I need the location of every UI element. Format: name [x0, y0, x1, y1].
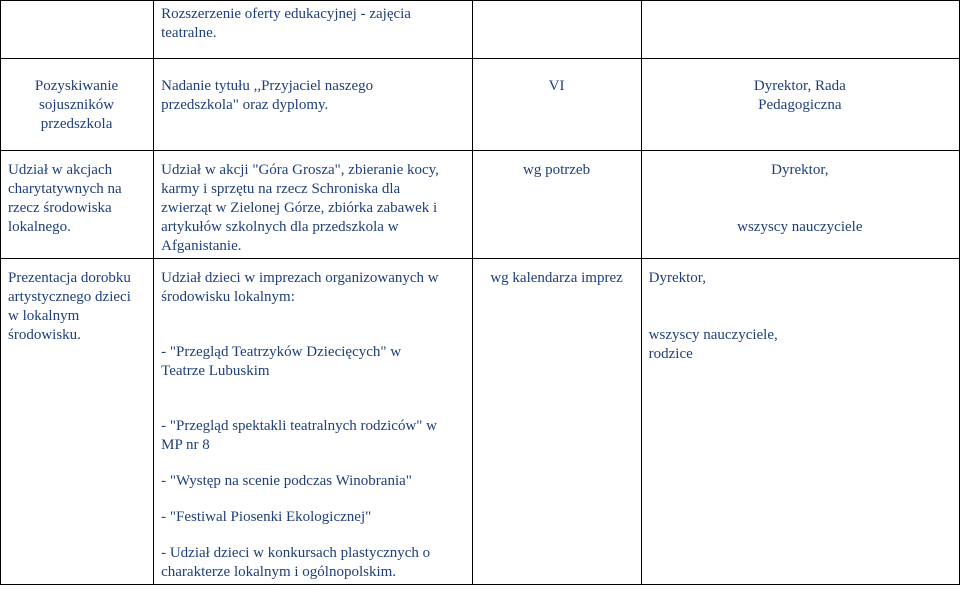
action-cell	[154, 151, 473, 259]
responsible-cell	[641, 151, 959, 259]
table-row	[1, 259, 960, 585]
action-cell	[154, 59, 473, 151]
goal-text-line: w lokalnym	[8, 308, 80, 324]
term-text: VI	[548, 78, 565, 94]
goal-text-line: Prezentacja dorobku	[8, 270, 131, 286]
list-item: - Udział dzieci w konkursach plastycznych o	[161, 545, 431, 561]
goal-cell	[1, 59, 154, 151]
goal-text-line: sojuszników	[39, 97, 115, 113]
list-item: Teatrze Lubuskim	[161, 363, 270, 379]
action-text-line: artykułów szkolnych dla przedszkola w	[161, 219, 399, 235]
responsible-text-line: wszyscy nauczyciele,	[648, 327, 778, 343]
list-item: - "Przegląd spektakli teatralnych rodziców" w	[161, 418, 438, 434]
goal-text-line: Pozyskiwanie	[34, 78, 119, 94]
action-text-line: Afganistanie.	[161, 238, 242, 254]
list-item: - "Przegląd Teatrzyków Dziecięcych" w	[161, 344, 402, 360]
list-item: MP nr 8	[161, 437, 210, 453]
responsible-text-line: wszyscy nauczyciele	[737, 219, 863, 235]
action-text-line: Nadanie tytułu ,,Przyjaciel naszego	[161, 78, 374, 94]
goal-cell	[1, 1, 154, 59]
term-text: wg kalendarza imprez	[490, 270, 623, 286]
goal-text-line: Udział w akcjach	[8, 162, 113, 178]
action-text-line: Udział w akcji "Góra Grosza", zbieranie kocy,	[161, 162, 439, 178]
goal-text-line: przedszkola	[40, 116, 113, 132]
action-text-line: przedszkola" oraz dyplomy.	[161, 97, 329, 113]
list-item: - "Festiwal Piosenki Ekologicznej"	[161, 509, 372, 525]
term-cell	[473, 59, 641, 151]
goal-cell	[1, 259, 154, 585]
term-cell	[473, 1, 641, 59]
term-text: wg potrzeb	[523, 162, 591, 178]
action-text-line: teatralne.	[161, 25, 217, 41]
responsible-cell	[641, 259, 959, 585]
term-cell	[473, 151, 641, 259]
responsible-text-line: Pedagogiczna	[758, 97, 842, 113]
action-text-line: karmy i sprzętu na rzecz Schroniska dla	[161, 181, 401, 197]
action-text-line: zwierząt w Zielonej Górze, zbiórka zabawek i	[161, 200, 438, 216]
list-item: charakterze lokalnym i ogólnopolskim.	[161, 564, 397, 580]
responsible-text-line: Dyrektor,	[771, 162, 829, 178]
goal-text-line: lokalnego.	[8, 219, 71, 235]
action-text-line: środowisku lokalnym:	[161, 289, 295, 305]
goal-text-line: rzecz środowiska	[8, 200, 112, 216]
table-row	[1, 1, 960, 59]
responsible-text-line: Dyrektor, Rada	[753, 78, 846, 94]
goal-text-line: środowisku.	[8, 327, 81, 343]
goal-text-line: artystycznego dzieci	[8, 289, 131, 305]
table-row	[1, 151, 960, 259]
action-text-line: Rozszerzenie oferty edukacyjnej - zajęcia	[161, 6, 411, 22]
responsible-text-line: Dyrektor,	[648, 270, 706, 286]
responsible-cell	[641, 1, 959, 59]
action-text-line: Udział dzieci w imprezach organizowanych w	[161, 270, 439, 286]
action-cell	[154, 1, 473, 59]
action-cell	[154, 259, 473, 585]
goal-text-line: charytatywnych na	[8, 181, 122, 197]
list-item: - "Występ na scenie podczas Winobrania"	[161, 473, 412, 489]
term-cell	[473, 259, 641, 585]
table-row	[1, 59, 960, 151]
responsible-text-line: rodzice	[648, 346, 693, 362]
goal-cell	[1, 151, 154, 259]
responsible-cell	[641, 59, 959, 151]
